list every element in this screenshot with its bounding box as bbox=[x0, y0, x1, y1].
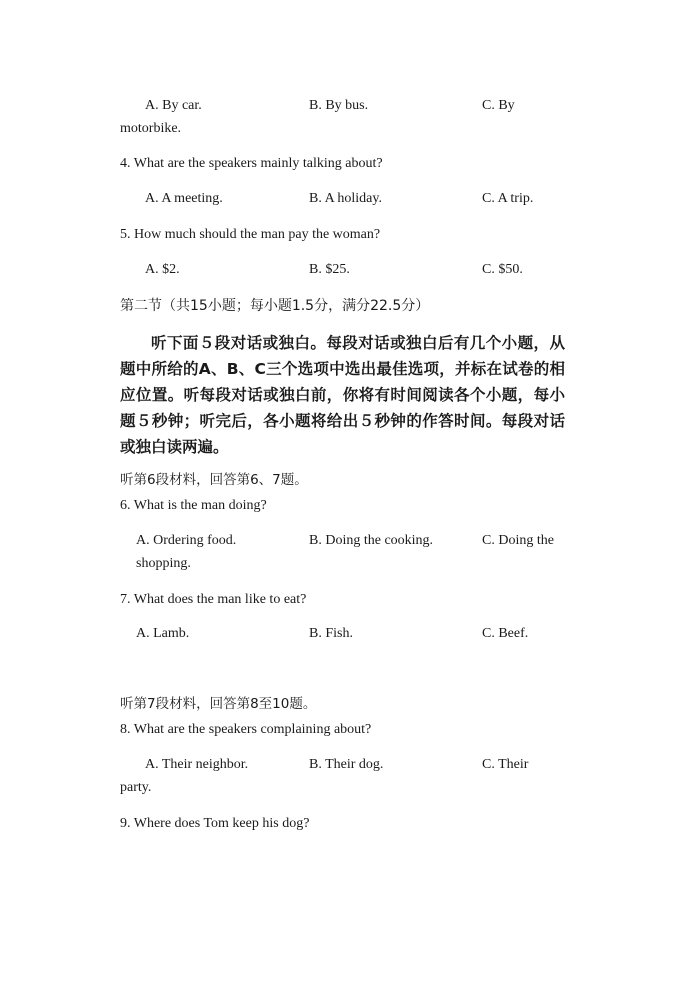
q8-question: 8. What are the speakers complaining about? bbox=[120, 722, 372, 737]
group-6-heading: 听第6段材料，回答第6、7题。 bbox=[120, 472, 308, 488]
q3-option-b: B. By bus. bbox=[309, 98, 369, 113]
q7-option-b: B. Fish. bbox=[309, 626, 353, 641]
q7-option-a: A. Lamb. bbox=[136, 626, 190, 641]
q8-option-b: B. Their dog. bbox=[309, 757, 384, 772]
q4-option-c: C. A trip. bbox=[482, 191, 534, 206]
q8-option-c-continued: party. bbox=[120, 780, 152, 795]
q5-option-a: A. $2. bbox=[145, 262, 180, 277]
q7-question: 7. What does the man like to eat? bbox=[120, 592, 307, 607]
q5-option-b: B. $25. bbox=[309, 262, 350, 277]
q6-question: 6. What is the man doing? bbox=[120, 498, 267, 513]
q4-question: 4. What are the speakers mainly talking about? bbox=[120, 156, 383, 171]
q4-option-b: B. A holiday. bbox=[309, 191, 382, 206]
section-instructions: 听下面５段对话或独白。每段对话或独白后有几个小题，从题中所给的A、B、C三个选项中选出最佳选项，并标在试卷的相应位置。听每段对话或独白前，你将有时间阅读各个小题，每小题５秒钟；听完后，各小题将给出５秒钟的作答时间。每段对话或独白读两遍。 bbox=[120, 334, 565, 456]
q6-option-b: B. Doing the cooking. bbox=[309, 533, 434, 548]
q8-option-c: C. Their bbox=[482, 757, 529, 772]
q6-option-c-continued: shopping. bbox=[136, 556, 191, 571]
q5-question: 5. How much should the man pay the woman? bbox=[120, 227, 381, 242]
q6-option-c: C. Doing the bbox=[482, 533, 554, 548]
q4-option-a: A. A meeting. bbox=[145, 191, 223, 206]
q3-option-c-continued: motorbike. bbox=[120, 121, 182, 136]
q3-option-a: A. By car. bbox=[145, 98, 202, 113]
q5-option-c: C. $50. bbox=[482, 262, 523, 277]
section-title: 第二节（共15小题；每小题1.5分，满分22.5分） bbox=[120, 298, 430, 314]
q3-option-c: C. By bbox=[482, 98, 515, 113]
q6-option-a: A. Ordering food. bbox=[136, 533, 237, 548]
q9-question: 9. Where does Tom keep his dog? bbox=[120, 816, 310, 831]
q8-option-a: A. Their neighbor. bbox=[145, 757, 249, 772]
q7-option-c: C. Beef. bbox=[482, 626, 529, 641]
group-7-heading: 听第7段材料，回答第8至10题。 bbox=[120, 696, 317, 712]
